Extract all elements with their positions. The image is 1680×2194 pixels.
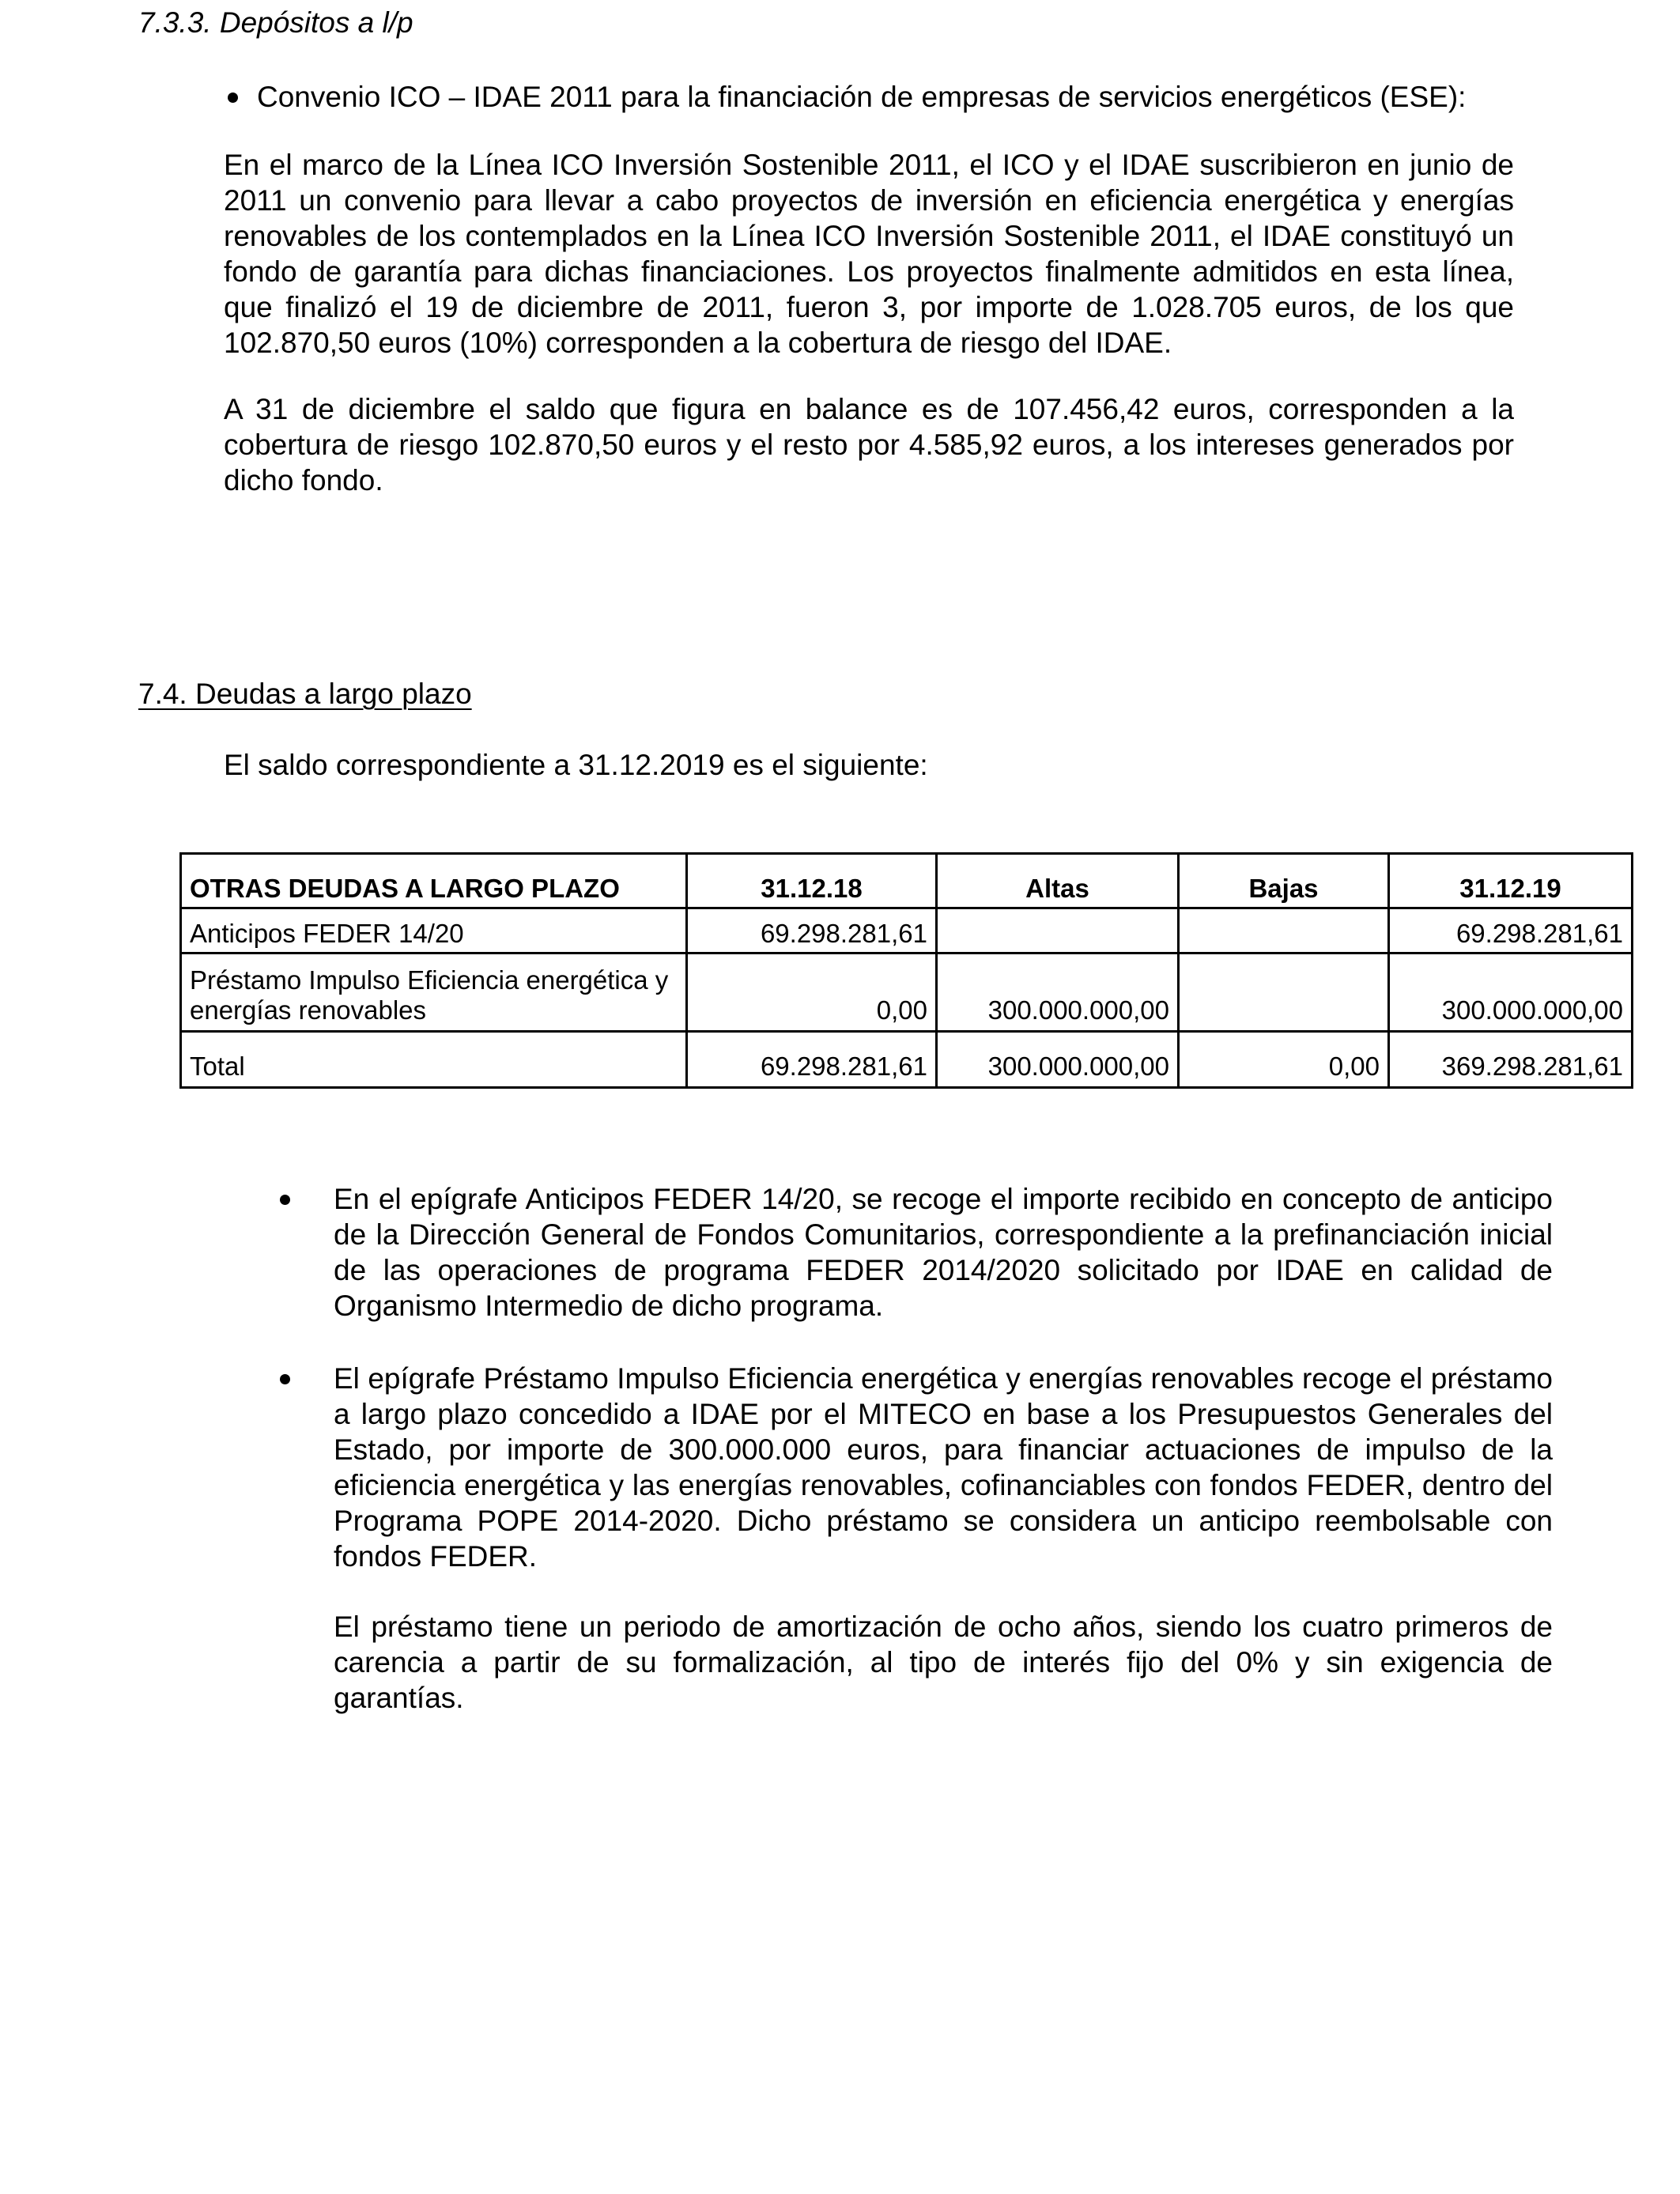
convenio-bullet-text: Convenio ICO – IDAE 2011 para la financiación de empresas de servicios energéticos (ESE): (257, 81, 1467, 113)
feder-bullet-text: En el epígrafe Anticipos FEDER 14/20, se recoge el importe recibido en concepto de anticipo de la Dirección General de Fondos Comunitarios, correspondiente a la prefinanciación inicial de las operaciones de programa FEDER 2014/2020 solicitado por IDAE en calidad de Organismo Intermedio de dicho programa. (334, 1183, 1553, 1322)
table-cell: 300.000.000,00 (937, 954, 1179, 1032)
column-header: OTRAS DEUDAS A LARGO PLAZO (181, 854, 687, 908)
table-cell: 369.298.281,61 (1389, 1032, 1633, 1088)
table-intro-text: El saldo correspondiente a 31.12.2019 es el siguiente: (224, 749, 928, 781)
table-row (181, 954, 1633, 1032)
bullet-icon (280, 1374, 290, 1384)
table-row (181, 908, 1633, 954)
long-term-debts-table (179, 852, 1633, 1089)
table-cell: 69.298.281,61 (1389, 908, 1633, 954)
column-header: 31.12.19 (1389, 854, 1633, 908)
table-cell: 300.000.000,00 (1389, 954, 1633, 1032)
table-cell: Total (181, 1032, 687, 1088)
loan-bullet-text: El epígrafe Préstamo Impulso Eficiencia energética y energías renovables recoge el préstamo a largo plazo concedido a IDAE por el MITECO en base a los Presupuestos Generales del Estado, por importe de 300.000.000 euros, para financiar actuaciones de impulso de la eficiencia energética y las energías renovables, cofinanciables con fondos FEDER, dentro del Programa POPE 2014-2020. Dicho préstamo se considera un anticipo reembolsable con fondos FEDER. (334, 1362, 1553, 1573)
section-heading-7-4: 7.4. Deudas a largo plazo (138, 678, 472, 710)
table-cell (937, 908, 1179, 954)
table-cell (1179, 908, 1389, 954)
column-header: 31.12.18 (687, 854, 937, 908)
column-header: Altas (937, 854, 1179, 908)
column-header: Bajas (1179, 854, 1389, 908)
bullet-icon (228, 93, 238, 103)
table-cell: Anticipos FEDER 14/20 (181, 908, 687, 954)
section-heading-7-3-3: 7.3.3. Depósitos a l/p (138, 6, 413, 39)
table-cell: Préstamo Impulso Eficiencia energética y energías renovables (181, 954, 687, 1032)
table-cell: 0,00 (687, 954, 937, 1032)
table-cell: 69.298.281,61 (687, 908, 937, 954)
convenio-paragraph: En el marco de la Línea ICO Inversión Sostenible 2011, el ICO y el IDAE suscribieron en junio de 2011 un convenio para llevar a cabo proyectos de inversión en eficiencia energética y energías renovables de los contemplados en la Línea ICO Inversión Sostenible 2011, el IDAE constituyó un fondo de garantía para dichas financiaciones. Los proyectos finalmente admitidos en esta línea, que finalizó el 19 de diciembre de 2011, fueron 3, por importe de 1.028.705 euros, de los que 102.870,50 euros (10%) corresponden a la cobertura de riesgo del IDAE. (224, 149, 1514, 359)
table-total-row (181, 1032, 1633, 1088)
table-cell (1179, 954, 1389, 1032)
table-header-row (181, 854, 1633, 908)
bullet-icon (280, 1195, 290, 1205)
table-cell: 0,00 (1179, 1032, 1389, 1088)
balance-paragraph: A 31 de diciembre el saldo que figura en balance es de 107.456,42 euros, corresponden a la cobertura de riesgo 102.870,50 euros y el resto por 4.585,92 euros, a los intereses generados por dicho fondo. (224, 393, 1514, 497)
table-cell: 300.000.000,00 (937, 1032, 1179, 1088)
amortization-paragraph: El préstamo tiene un periodo de amortización de ocho años, siendo los cuatro primeros de carencia a partir de su formalización, al tipo de interés fijo del 0% y sin exigencia de garantías. (334, 1611, 1553, 1714)
table-cell: 69.298.281,61 (687, 1032, 937, 1088)
